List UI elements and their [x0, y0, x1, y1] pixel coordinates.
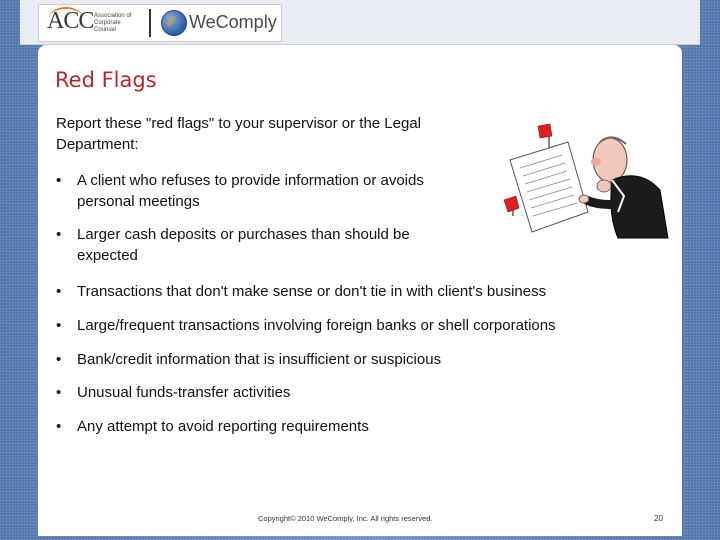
page-number: 20: [654, 514, 663, 523]
bullet-text: Unusual funds-transfer activities: [77, 384, 291, 401]
red-flag-icon-small: [504, 196, 519, 212]
illustration: [500, 120, 685, 245]
bullet-icon: •: [56, 384, 62, 401]
logo-bar: [38, 4, 282, 42]
red-flag-icon: [538, 124, 552, 138]
acc-logo: ACC: [47, 8, 94, 34]
bullet-icon: •: [56, 317, 62, 334]
bullet-icon: •: [56, 351, 62, 368]
intro-text: Report these "red flags" to your supervisor or the Legal Department:: [56, 115, 422, 153]
bullet-text: Transactions that don't make sense or don't tie in with client's business: [77, 283, 547, 300]
wecomply-logo: WeComply: [189, 12, 277, 32]
document-icon: [510, 142, 588, 232]
bullet-icon: •: [56, 226, 62, 243]
bullet-icon: •: [56, 283, 62, 300]
slide-title: Red Flags: [55, 68, 157, 92]
acc-logo-subtitle: Association of Corporate Counsel: [94, 13, 132, 33]
bullet-icon: •: [56, 418, 62, 435]
logo-divider: [149, 9, 151, 37]
bullet-text: Large/frequent transactions involving foreign banks or shell corporations: [77, 317, 556, 334]
bullet-text: Any attempt to avoid reporting requirements: [77, 418, 369, 435]
bullet-text: Larger cash deposits or purchases than should be expected: [77, 226, 410, 264]
checkmark-icon: ✓: [165, 14, 179, 31]
bullet-text: Bank/credit information that is insufficient or suspicious: [77, 351, 442, 368]
bullet-icon: •: [56, 172, 62, 189]
footer-copyright: Copyright© 2010 WeComply, Inc. All rights reserved.: [258, 514, 433, 523]
bullet-text: A client who refuses to provide information or avoids personal meetings: [77, 172, 424, 210]
